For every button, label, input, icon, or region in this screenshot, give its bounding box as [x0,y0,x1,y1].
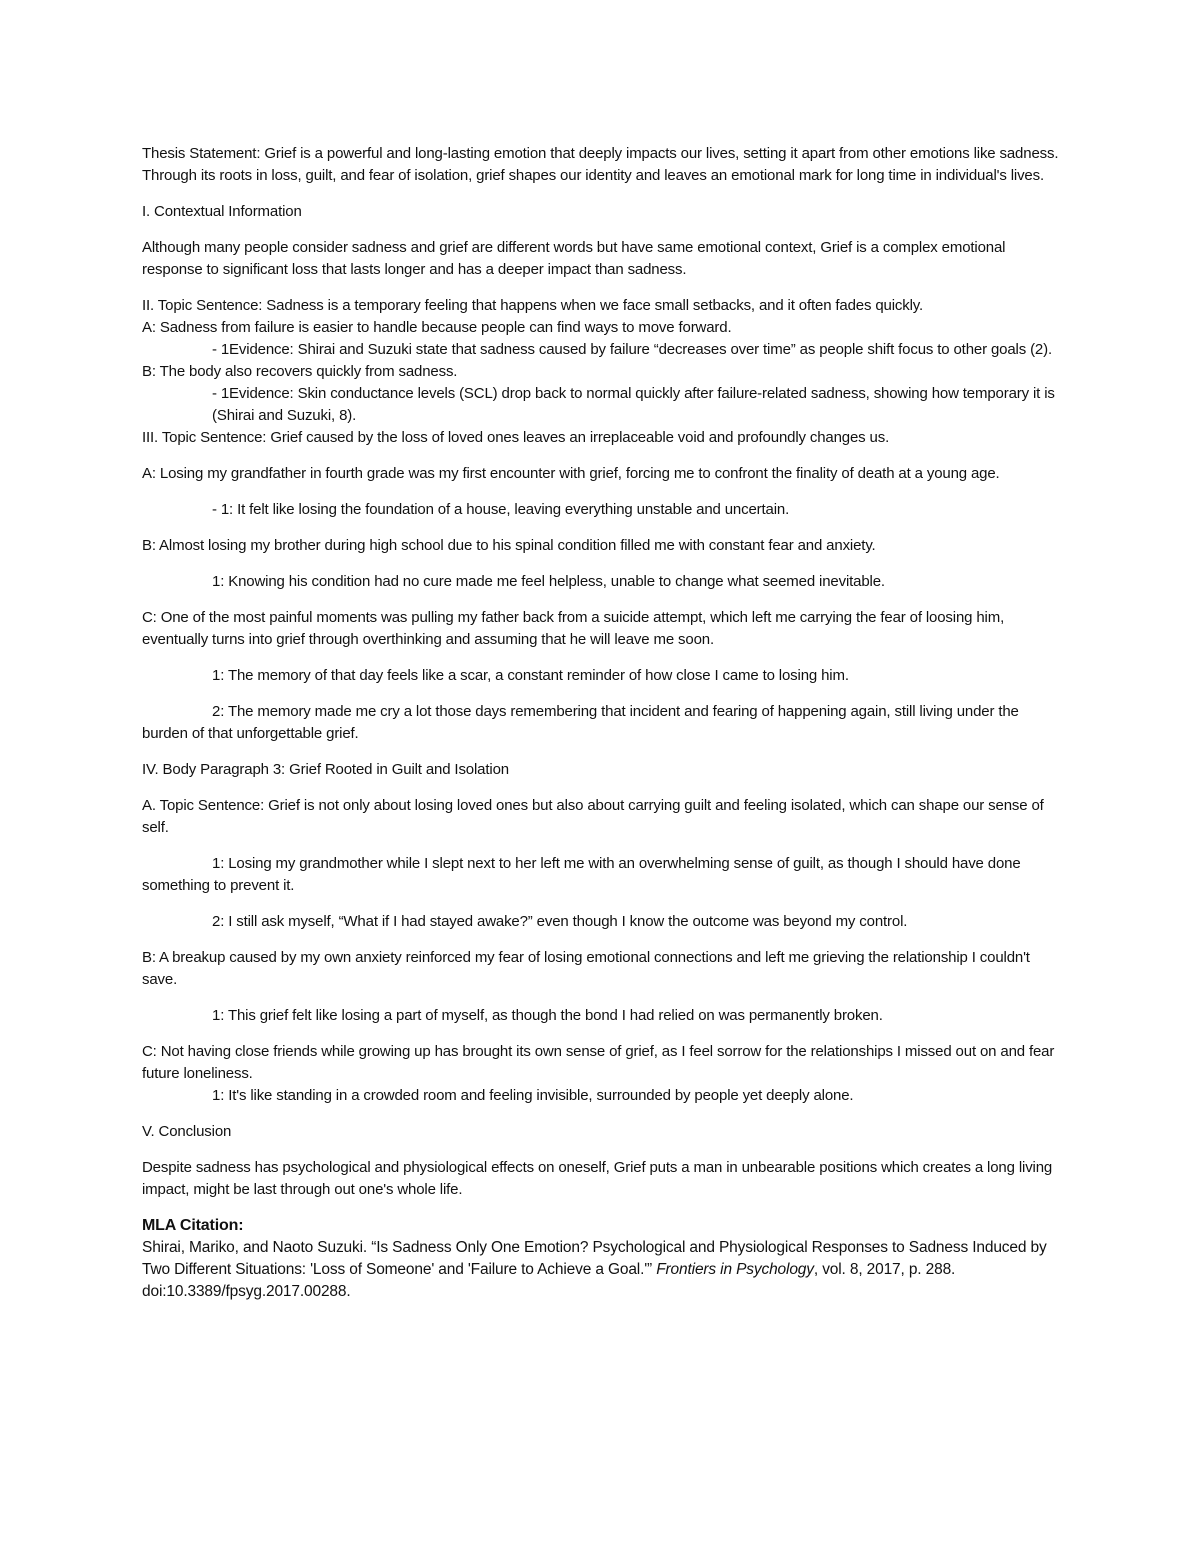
section-4-point-a: A. Topic Sentence: Grief is not only about losing loved ones but also about carrying guilt and feeling isolated, which can shape our sense of self. [142,797,1044,836]
section-2-point-a: A: Sadness from failure is easier to handle because people can find ways to move forward. [142,319,732,336]
section-3-point-c-detail-1: 1: The memory of that day feels like a scar, a constant reminder of how close I came to losing him. [212,667,849,684]
section-3-point-a: A: Losing my grandfather in fourth grade was my first encounter with grief, forcing me to confront the finality of death at a young age. [142,465,1000,482]
section-3-topic-sentence: III. Topic Sentence: Grief caused by the loss of loved ones leaves an irreplaceable void and profoundly changes us. [142,429,890,446]
citation-text-part-1: Shirai, Mariko, and Naoto Suzuki. “Is Sadness Only One Emotion? Psychological and Physiological Responses to Sadness Induced by Two Different Situations: 'Loss of Someone' and 'Failure to Achieve a Goal.'” [142,1239,1047,1278]
section-4-point-a-detail-2: 2: I still ask myself, “What if I had stayed awake?” even though I know the outcome was beyond my control. [212,913,908,930]
citation-text-part-2: , vol. 8, 2017, p. 288. doi:10.3389/fpsyg.2017.00288. [142,1261,956,1300]
section-4-heading: IV. Body Paragraph 3: Grief Rooted in Guilt and Isolation [142,761,509,778]
section-2-topic-sentence: II. Topic Sentence: Sadness is a temporary feeling that happens when we face small setbacks, and it often fades quickly. [142,297,924,314]
section-5-body: Despite sadness has psychological and physiological effects on oneself, Grief puts a man in unbearable positions which creates a long living impact, might be last through out one's whole life. [142,1159,1053,1198]
citation-entry [142,1237,1062,1303]
section-3-point-c-detail-2: 2: The memory made me cry a lot those days remembering that incident and fearing of happening again, still living under the burden of that unforgettable grief. [142,703,1019,742]
section-4-point-b-detail-1: 1: This grief felt like losing a part of myself, as though the bond I had relied on was permanently broken. [212,1007,883,1024]
section-3-point-b: B: Almost losing my brother during high school due to his spinal condition filled me with constant fear and anxiety. [142,537,876,554]
citation-title: MLA Citation: [142,1217,244,1234]
section-3-point-b-detail-1: 1: Knowing his condition had no cure made me feel helpless, unable to change what seemed inevitable. [212,573,885,590]
section-4-point-b: B: A breakup caused by my own anxiety reinforced my fear of losing emotional connections and left me grieving the relationship I couldn't save. [142,949,1030,988]
section-3-point-c: C: One of the most painful moments was pulling my father back from a suicide attempt, which left me carrying the fear of loosing him, eventually turns into grief through overthinking and assuming that he will leave me soon. [142,609,1005,648]
section-3-point-a-detail-1: - 1: It felt like losing the foundation of a house, leaving everything unstable and uncertain. [212,501,790,518]
section-2-point-a-evidence: - 1Evidence: Shirai and Suzuki state that sadness caused by failure “decreases over time” as people shift focus to other goals (2). [212,341,1052,358]
section-2-point-b-evidence: - 1Evidence: Skin conductance levels (SCL) drop back to normal quickly after failure-related sadness, showing how temporary it is (Shirai and Suzuki, 8). [212,385,1055,424]
citation-journal-title: Frontiers in Psychology [656,1261,814,1278]
section-1-body: Although many people consider sadness and grief are different words but have same emotional context, Grief is a complex emotional response to significant loss that lasts longer and has a deeper impact than sadness. [142,239,1006,278]
section-1-heading: I. Contextual Information [142,203,302,220]
section-5-heading: V. Conclusion [142,1123,232,1140]
section-4-point-c: C: Not having close friends while growing up has brought its own sense of grief, as I feel sorrow for the relationships I missed out on and fear future loneliness. [142,1043,1055,1082]
section-2-point-b: B: The body also recovers quickly from sadness. [142,363,458,380]
document-page [142,143,1062,1303]
section-4-point-a-detail-1: 1: Losing my grandmother while I slept next to her left me with an overwhelming sense of guilt, as though I should have done something to prevent it. [142,855,1021,894]
thesis-statement: Thesis Statement: Grief is a powerful and long-lasting emotion that deeply impacts our lives, setting it apart from other emotions like sadness. Through its roots in loss, guilt, and fear of isolation, grief shapes our identity and leaves an emotional mark for long time in individual's lives. [142,145,1059,184]
section-4-point-c-detail-1: 1: It's like standing in a crowded room and feeling invisible, surrounded by people yet deeply alone. [212,1087,854,1104]
